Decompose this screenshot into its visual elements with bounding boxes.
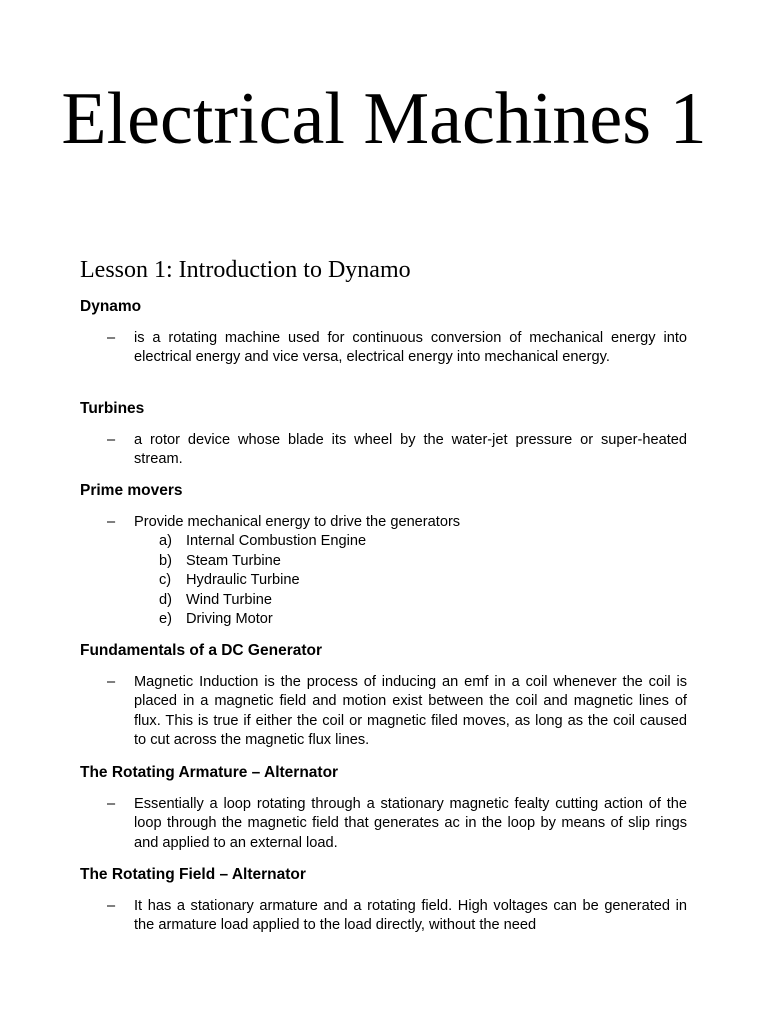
list-item: [159, 591, 687, 610]
definition-text: Essentially a loop rotating through a stationary magnetic fealty cutting action of the loop through the magnetic field that generates ac in the loop by means of slip rings and applied to an external load.: [134, 796, 687, 851]
document-title: Electrical Machines 1: [61, 78, 707, 160]
definition-item: [80, 431, 687, 470]
prime-mover-list: [80, 532, 687, 629]
list-item-text: Driving Motor: [186, 611, 273, 628]
section-rotating-field: [80, 865, 687, 936]
dash-bullet: –: [107, 898, 116, 914]
dash-bullet: –: [107, 674, 116, 690]
definition-item: [80, 513, 687, 532]
dash-bullet: –: [107, 514, 116, 530]
list-item: [159, 610, 687, 629]
section-dynamo: [80, 297, 687, 368]
definition-item: [80, 329, 687, 368]
dash-bullet: –: [107, 432, 116, 448]
list-item: [159, 552, 687, 571]
section-heading: Turbines: [80, 400, 145, 417]
section-heading: Prime movers: [80, 482, 183, 499]
definition-text: It has a stationary armature and a rotating field. High voltages can be generated in the armature load applied to the load directly, without the need: [134, 898, 687, 934]
definition-item: [80, 795, 687, 853]
dash-bullet: –: [107, 796, 116, 812]
section-heading: Dynamo: [80, 298, 142, 315]
list-item-text: Hydraulic Turbine: [186, 572, 300, 589]
section-heading: The Rotating Field – Alternator: [80, 866, 306, 883]
section-heading: Fundamentals of a DC Generator: [80, 642, 323, 659]
list-item: [159, 571, 687, 590]
lesson-heading: Lesson 1: Introduction to Dynamo: [80, 257, 411, 283]
definition-text: a rotor device whose blade its wheel by the water-jet pressure or super-heated stream.: [134, 432, 687, 468]
list-item-text: Steam Turbine: [186, 552, 281, 569]
section-prime-movers: [80, 481, 687, 629]
list-marker: b): [159, 552, 172, 569]
section-rotating-armature: [80, 763, 687, 853]
list-marker: a): [159, 533, 172, 550]
list-marker: e): [159, 611, 172, 628]
list-item-text: Wind Turbine: [186, 591, 272, 608]
section-turbines: [80, 399, 687, 470]
list-item: [159, 532, 687, 551]
definition-text: Magnetic Induction is the process of inducing an emf in a coil whenever the coil is placed in a magnetic field and motion exist between the coil and magnetic lines of flux. This is true if either the coil or magnetic filed moves, as long as the coil caused to cut across the magnetic flux lines.: [134, 674, 687, 749]
definition-text: is a rotating machine used for continuous conversion of mechanical energy into electrical energy and vice versa, electrical energy into mechanical energy.: [134, 330, 687, 366]
definition-text: Provide mechanical energy to drive the generators: [134, 514, 461, 530]
dash-bullet: –: [107, 330, 116, 346]
section-heading: The Rotating Armature – Alternator: [80, 764, 339, 781]
list-marker: d): [159, 591, 172, 608]
definition-item: [80, 897, 687, 936]
definition-item: [80, 673, 687, 751]
list-item-text: Internal Combustion Engine: [186, 533, 367, 550]
section-dc-generator: [80, 641, 687, 751]
list-marker: c): [159, 572, 172, 589]
